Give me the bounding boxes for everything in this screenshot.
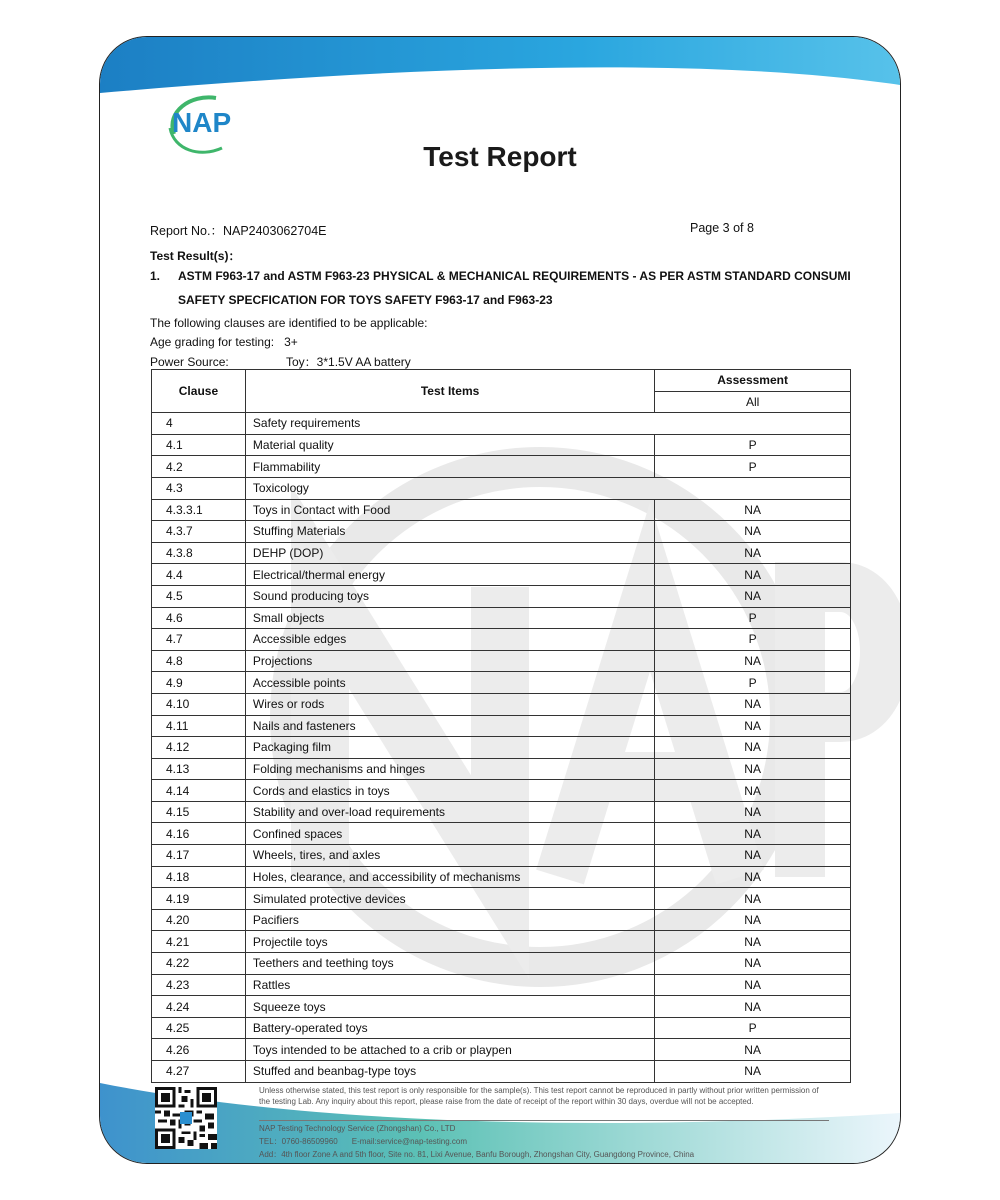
header-assessment: Assessment: [655, 370, 851, 392]
test-item-cell: Rattles: [245, 974, 654, 996]
assessment-cell: NA: [655, 585, 851, 607]
assessment-cell: P: [655, 607, 851, 629]
clause-cell: 4.1: [152, 434, 246, 456]
assessment-cell: NA: [655, 866, 851, 888]
clause-cell: 4.8: [152, 650, 246, 672]
test-item-cell: DEHP (DOP): [245, 542, 654, 564]
assessment-cell: NA: [655, 931, 851, 953]
test-item-cell: Projectile toys: [245, 931, 654, 953]
table-row: [152, 607, 851, 629]
test-item-cell: Safety requirements: [245, 413, 850, 435]
assessment-cell: P: [655, 434, 851, 456]
report-number-value: NAP2403062704E: [222, 224, 327, 238]
assessment-cell: NA: [655, 715, 851, 737]
report-number-label: Report No.：: [150, 224, 223, 238]
test-item-cell: Material quality: [245, 434, 654, 456]
test-item-cell: Teethers and teething toys: [245, 953, 654, 975]
header-clause: Clause: [152, 370, 246, 413]
test-item-cell: Simulated protective devices: [245, 888, 654, 910]
assessment-cell: P: [655, 672, 851, 694]
test-item-cell: Folding mechanisms and hinges: [245, 758, 654, 780]
table-row: [152, 801, 851, 823]
test-item-cell: Pacifiers: [245, 909, 654, 931]
clause-cell: 4.27: [152, 1061, 246, 1083]
table-body: [152, 413, 851, 1082]
assessment-cell: NA: [655, 650, 851, 672]
assessment-cell: NA: [655, 542, 851, 564]
assessment-cell: NA: [655, 909, 851, 931]
table-row: [152, 413, 851, 435]
table-row: [152, 780, 851, 802]
header-assessment-all: All: [655, 391, 851, 413]
test-item-cell: Nails and fasteners: [245, 715, 654, 737]
assessment-cell: NA: [655, 564, 851, 586]
report-page: [99, 36, 901, 1164]
test-item-cell: Electrical/thermal energy: [245, 564, 654, 586]
assessment-cell: NA: [655, 693, 851, 715]
assessment-cell: NA: [655, 801, 851, 823]
test-item-cell: Wheels, tires, and axles: [245, 845, 654, 867]
page-indicator: Page 3 of 8: [690, 221, 754, 235]
clause-cell: 4: [152, 413, 246, 435]
age-grading: [150, 335, 298, 349]
clause-cell: 4.4: [152, 564, 246, 586]
assessment-cell: NA: [655, 1061, 851, 1083]
clause-cell: 4.3: [152, 477, 246, 499]
test-item-cell: Holes, clearance, and accessibility of mechanisms: [245, 866, 654, 888]
clause-cell: 4.26: [152, 1039, 246, 1061]
results-heading: Test Result(s)：: [150, 249, 241, 263]
clause-cell: 4.3.7: [152, 521, 246, 543]
clause-cell: 4.6: [152, 607, 246, 629]
clause-cell: 4.16: [152, 823, 246, 845]
assessment-cell: NA: [655, 888, 851, 910]
table-row: [152, 629, 851, 651]
table-row: [152, 845, 851, 867]
test-item-cell: Accessible edges: [245, 629, 654, 651]
power-value: Toy：3*1.5V AA battery: [286, 355, 411, 369]
clause-cell: 4.2: [152, 456, 246, 478]
assessment-cell: NA: [655, 953, 851, 975]
table-row: [152, 866, 851, 888]
test-item-cell: Wires or rods: [245, 693, 654, 715]
table-row: [152, 585, 851, 607]
section-number: 1.: [150, 269, 161, 283]
age-label: Age grading for testing:: [150, 335, 275, 349]
lab-name: NAP Testing Technology Service (Zhongshan) Co., LTD: [259, 1124, 456, 1133]
assessment-cell: NA: [655, 845, 851, 867]
table-row: [152, 953, 851, 975]
clause-cell: 4.20: [152, 909, 246, 931]
clause-cell: 4.23: [152, 974, 246, 996]
test-item-cell: Toys in Contact with Food: [245, 499, 654, 521]
test-item-cell: Stability and over-load requirements: [245, 801, 654, 823]
footer-divider: [259, 1120, 829, 1121]
table-header-row: [152, 370, 851, 392]
table-row: [152, 521, 851, 543]
table-row: [152, 996, 851, 1018]
intro-text: The following clauses are identified to be applicable:: [150, 316, 428, 330]
lab-address: Add：4th floor Zone A and 5th floor, Site no. 81, Lixi Avenue, Banfu Borough, Zhongshan City, Guangdong Province, China: [259, 1150, 695, 1159]
clause-cell: 4.17: [152, 845, 246, 867]
clause-cell: 4.10: [152, 693, 246, 715]
lab-email: E-mail:service@nap-testing.com: [351, 1137, 468, 1146]
assessment-cell: NA: [655, 499, 851, 521]
table-row: [152, 823, 851, 845]
qr-code-icon: [155, 1087, 217, 1149]
clause-cell: 4.12: [152, 737, 246, 759]
clause-cell: 4.15: [152, 801, 246, 823]
table-row: [152, 931, 851, 953]
table-row: [152, 974, 851, 996]
table-row: [152, 650, 851, 672]
clause-cell: 4.13: [152, 758, 246, 780]
power-source: [150, 353, 411, 370]
table-row: [152, 693, 851, 715]
table-row: [152, 477, 851, 499]
power-label: Power Source:: [150, 355, 229, 369]
assessment-cell: P: [655, 629, 851, 651]
table-row: [152, 737, 851, 759]
page-title: Test Report: [423, 141, 577, 172]
table-row: [152, 434, 851, 456]
assessment-cell: NA: [655, 780, 851, 802]
results-table: [151, 369, 851, 1083]
test-item-cell: Stuffed and beanbag-type toys: [245, 1061, 654, 1083]
clause-cell: 4.3.8: [152, 542, 246, 564]
clause-cell: 4.21: [152, 931, 246, 953]
test-item-cell: Flammability: [245, 456, 654, 478]
assessment-cell: NA: [655, 737, 851, 759]
clause-cell: 4.14: [152, 780, 246, 802]
test-item-cell: Confined spaces: [245, 823, 654, 845]
clause-cell: 4.24: [152, 996, 246, 1018]
assessment-cell: P: [655, 456, 851, 478]
clause-cell: 4.7: [152, 629, 246, 651]
lab-telephone: TEL：0760-86509960: [259, 1137, 338, 1146]
clause-cell: 4.18: [152, 866, 246, 888]
age-value: 3+: [284, 335, 298, 349]
clause-cell: 4.25: [152, 1017, 246, 1039]
test-item-cell: Small objects: [245, 607, 654, 629]
clause-cell: 4.22: [152, 953, 246, 975]
table-row: [152, 542, 851, 564]
clause-cell: 4.19: [152, 888, 246, 910]
assessment-cell: NA: [655, 974, 851, 996]
table-row: [152, 499, 851, 521]
assessment-cell: NA: [655, 996, 851, 1018]
clause-cell: 4.11: [152, 715, 246, 737]
assessment-cell: NA: [655, 823, 851, 845]
clause-cell: 4.3.3.1: [152, 499, 246, 521]
test-item-cell: Toys intended to be attached to a crib or playpen: [245, 1039, 654, 1061]
section-title: [150, 269, 860, 283]
test-item-cell: Squeeze toys: [245, 996, 654, 1018]
assessment-cell: NA: [655, 1039, 851, 1061]
assessment-cell: NA: [655, 521, 851, 543]
section-title-line1: ASTM F963-17 and ASTM F963-23 PHYSICAL & MECHANICAL REQUIREMENTS - AS PER ASTM STANDARD CONSUMI: [178, 269, 851, 283]
test-item-cell: Cords and elastics in toys: [245, 780, 654, 802]
test-item-cell: Packaging film: [245, 737, 654, 759]
assessment-cell: NA: [655, 758, 851, 780]
test-item-cell: Accessible points: [245, 672, 654, 694]
test-item-cell: Toxicology: [245, 477, 850, 499]
table-row: [152, 758, 851, 780]
disclaimer-text: Unless otherwise stated, this test report is only responsible for the sample(s). This test report cannot be reproduced in partly without prior written permission of the testing Lab. Any inquiry about this report, please raise from the date of receipt of the report within 30 days, overdue will not be accepted.: [259, 1086, 819, 1106]
report-number: [150, 221, 327, 239]
section-title-line2: SAFETY SPECFICATION FOR TOYS SAFETY F963-17 and F963-23: [178, 293, 553, 307]
test-item-cell: Sound producing toys: [245, 585, 654, 607]
test-item-cell: Battery-operated toys: [245, 1017, 654, 1039]
clause-cell: 4.5: [152, 585, 246, 607]
header-test-items: Test Items: [245, 370, 654, 413]
test-item-cell: Stuffing Materials: [245, 521, 654, 543]
table-row: [152, 909, 851, 931]
table-row: [152, 564, 851, 586]
logo-text: NAP: [172, 107, 232, 138]
table-row: [152, 888, 851, 910]
table-row: [152, 1017, 851, 1039]
assessment-cell: P: [655, 1017, 851, 1039]
clause-cell: 4.9: [152, 672, 246, 694]
table-row: [152, 672, 851, 694]
table-row: [152, 456, 851, 478]
test-item-cell: Projections: [245, 650, 654, 672]
lab-contact: [259, 1136, 467, 1147]
table-row: [152, 715, 851, 737]
